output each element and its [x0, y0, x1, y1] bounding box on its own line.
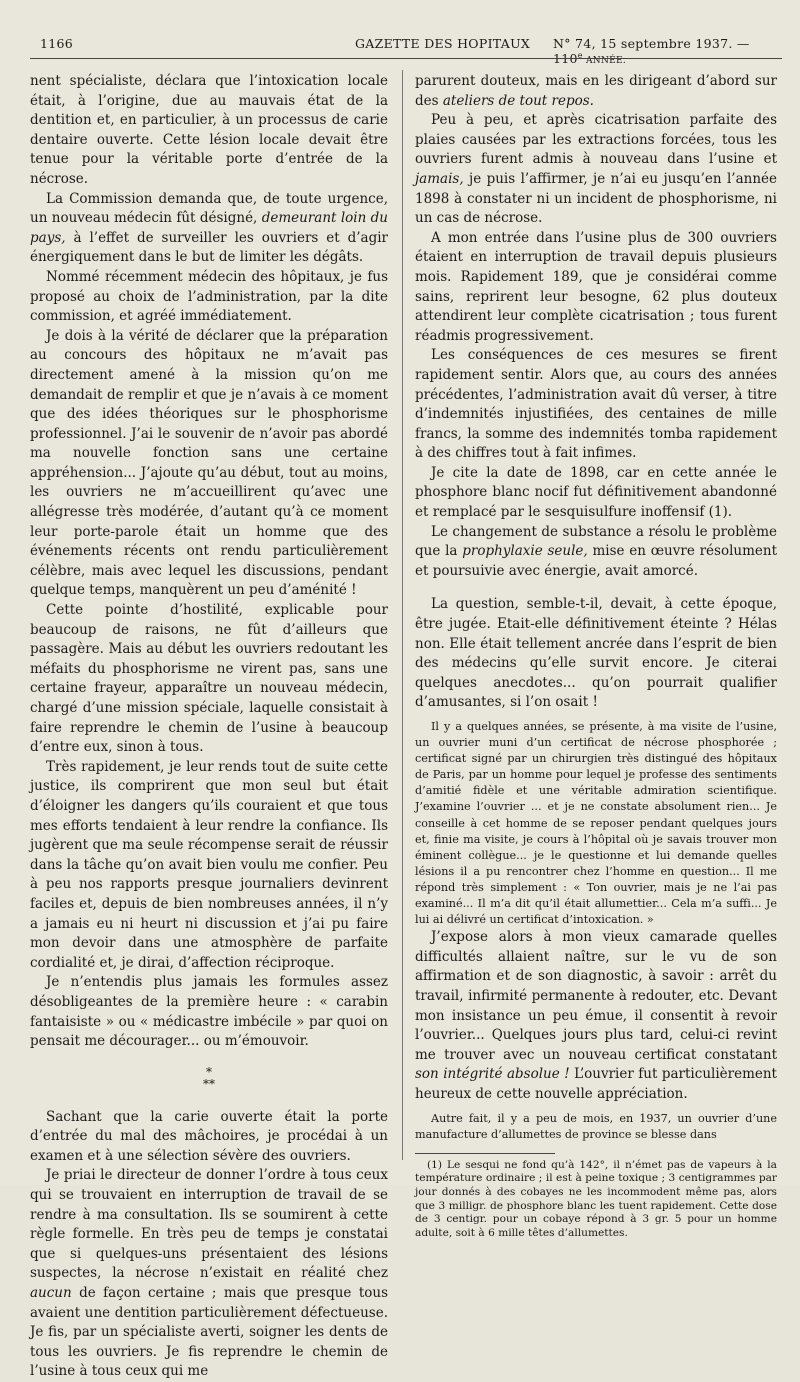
paragraph — [415, 464, 777, 523]
paragraph-text: Peu à peu, et après cicatrisation parfaite des plaies causées par les extractions forcées, tous les ouvriers furent admis à nouveau dans l’usine et — [415, 112, 777, 168]
paragraph — [30, 72, 388, 190]
paragraph — [415, 1111, 777, 1143]
paragraph-text: Je priai le directeur de donner l’ordre à tous ceux qui se trouvaient en interruption de travail de se rendre à ma consultation. Ils se soumirent à cette règle formelle. En très peu de temps je constatai que si quelques-uns présentaient des lésions suspectes, la nécrose n’existait en réalité chez — [30, 1167, 388, 1282]
paragraph-text: Sachant que la carie ouverte était la porte d’entrée du mal des mâchoires, je procédai à un examen et à une sélection sévère des ouvriers. — [30, 1108, 388, 1164]
paragraph-text: La question, semble-t-il, devait, à cette époque, être jugée. Etait-elle définitivement éteinte ? Hélas non. Elle était tellement ancrée dans l’esprit de bien des médecins qu’elle survit encore. Je citerai quelques anecdotes... qu’on pourrait qualifier d’amusantes, si l’on osait ! — [415, 596, 777, 711]
emphasis-text: aucun — [30, 1285, 72, 1302]
footnote-rule — [415, 1153, 555, 1154]
paragraph — [30, 190, 388, 268]
issue-year: ANNÉE. — [582, 56, 627, 67]
paragraph — [30, 268, 388, 327]
paragraph-text: parurent douteux, mais en les dirigeant d’abord sur des — [415, 73, 777, 109]
paragraph — [415, 928, 777, 1104]
paragraph-text-continued: mise en œuvre résolument et poursuivie avec énergie, avait amorcé. — [415, 543, 777, 579]
paragraph-text: Très rapidement, je leur rends tout de suite cette justice, ils comprirent que mon seul but était d’éloigner les dangers qu’ils couraient et que tous mes efforts tendaient à leur rendre la confiance. Ils jugèrent que ma seule récompense serait de réussir dans la tâche qu’on avait bien voulu me confier. Peu à peu nos rapports presque journaliers devinrent faciles et, depuis de bien nombreuses années, il n’y a jamais eu ni heurt ni discussion et j’ai pu faire mon devoir dans une atmosphère de parfaite cordialité et, je dirai, d’affection réciproque. — [30, 758, 388, 971]
paragraph-text: A mon entrée dans l’usine plus de 300 ouvriers étaient en interruption de travail depuis plusieurs mois. Rapidement 189, que je considérai comme sains, reprirent leur besogne, 62 plus douteux attendirent leur complète cicatrisation ; tous furent réadmis progressivement. — [415, 229, 777, 344]
paragraph-text-continued: je puis l’affirmer, je n’ai eu jusqu’en l’année 1898 à constater ni un incident de phosphorisme, ni un cas de nécrose. — [415, 170, 777, 227]
paragraph-text-continued: à l’effet de surveiller les ouvriers et d’agir énergiquement dans le but de limiter les dégâts. — [30, 229, 388, 266]
paragraph-text: Les conséquences de ces mesures se firent rapidement sentir. Alors que, au cours des années précédentes, l’administration avait dû verser, à titre d’indemnités injustifiées, des centaines de mille francs, la somme des indemnités tomba rapidement à des chiffres tout à fait infimes. — [415, 347, 777, 462]
paragraph-text: Je dois à la vérité de déclarer que la préparation au concours des hôpitaux ne m’avait pas directement amené à la mission qu’on me demandait de remplir et que je n’avais à ce moment que des idées théoriques sur le phosphorisme professionnel. J’ai le souvenir de n’avoir pas abordé ma nouvelle fonction sans une certaine appréhension... J’ajoute qu’au début, tout au moins, les ouvriers ne m’accueillirent qu’avec une allégresse très modérée, d’autant qu’à ce moment leur porte-parole était un homme que des événements récents ont rendu particulièrement célèbre, mais avec lequel les discussions, pendant quelque temps, manquèrent un peu d’aménité ! — [30, 327, 388, 599]
section-separator-stars: * ** — [203, 1064, 215, 1091]
paragraph-text: Autre fait, il y a peu de mois, en 1937, un ouvrier d’une manufacture d’allumettes de province se blesse dans — [415, 1111, 777, 1141]
paragraph-text: Cette pointe d’hostilité, explicable pour beaucoup de raisons, ne fût d’ailleurs que passagère. Mais au début les ouvriers redoutant les méfaits du phosphorisme ne virent pas, sans une certaine frayeur, apparaître un nouveau médecin, chargé d’une mission spéciale, laquelle consistait à faire reprendre le chemin de l’usine à beaucoup d’entre eux, sinon à tous. — [30, 602, 388, 756]
page-number: 1166 — [40, 36, 74, 51]
paragraph-text: Je cite la date de 1898, car en cette année le phosphore blanc nocif fut définitivement abandonné et remplacé par le sesquisulfure inoffensif (1). — [415, 464, 777, 521]
right-column — [415, 72, 777, 1239]
paragraph — [30, 601, 388, 758]
paragraph — [415, 72, 777, 111]
paragraph — [415, 719, 777, 928]
paragraph — [30, 1108, 388, 1167]
issue-info — [553, 36, 782, 66]
emphasis-text: demeurant loin du pays, — [30, 210, 388, 246]
paragraph — [415, 523, 777, 582]
paragraph — [415, 346, 777, 464]
paragraph-text-continued: L’ouvrier fut particulièrement heureux de cette nouvelle appréciation. — [415, 1066, 777, 1102]
paragraph-text-continued: de façon certaine ; mais que presque tous avaient une dentition particulièrement défectueuse. Je fis, par un spécialiste averti, soigner les dents de tous les ouvriers. Je fis reprendre le chemin de l’usine à tous ceux qui me — [30, 1285, 388, 1380]
left-column — [30, 72, 388, 1380]
paragraph-text: Nommé récemment médecin des hôpitaux, je fus proposé au choix de l’administration, par la dite commission, et agréé immédiatement. — [30, 268, 388, 325]
issue-text: N° 74, 15 septembre 1937. — 110 — [553, 36, 750, 67]
paragraph — [30, 327, 388, 601]
paragraph-text: Le changement de substance a résolu le problème que la — [415, 523, 777, 560]
paragraph-text: Je n’entendis plus jamais les formules assez désobligeantes de la première heure : « carabin fantaisiste » ou « médicastre imbécile » par quoi on pensait me décourager... ou m’émouvoir. — [30, 974, 388, 1050]
paragraph — [415, 229, 777, 347]
column-divider — [402, 70, 403, 1160]
emphasis-text: son intégrité absolue ! — [415, 1066, 570, 1083]
paragraph-text: J’expose alors à mon vieux camarade quelles difficultés allaient naître, sur le vu de son affirmation et de son diagnostic, à savoir : arrêt du travail, infirmité permanente à redouter, etc. Devant mon insistance un peu émue, il consentit à revoir l’ouvrier... Quelques jours plus tard, celui-ci revint me trouver avec un nouveau certificat constatant — [415, 929, 777, 1063]
header-rule — [30, 58, 782, 59]
emphasis-text: prophylaxie seule, — [462, 543, 588, 560]
emphasis-text: jamais, — [415, 170, 464, 187]
paragraph-text: nent spécialiste, déclara que l’intoxication locale était, à l’origine, due au mauvais état de la dentition et, en particulier, à un processus de carie dentaire ouverte. Cette lésion locale devait être tenue pour la véritable porte d’entrée de la nécrose. — [30, 73, 388, 187]
footnote: (1) Le sesqui ne fond qu’à 142°, il n’émet pas de vapeurs à la température ordinaire ; il est à peine toxique ; 3 centigrammes par jour donnés à des cobayes ne les incommodent même pas, alors que 3 milligr. de phosphore blanc les tuent rapidement. Cette dose de 3 centigr. pour un cobaye répond à 3 gr. 5 pour un homme adulte, soit à 6 mille têtes d’allumettes. — [415, 1158, 777, 1239]
paragraph — [30, 1166, 388, 1382]
paragraph — [30, 973, 388, 1051]
journal-title: GAZETTE DES HOPITAUX — [355, 36, 531, 51]
page-header — [30, 32, 782, 67]
paragraph — [30, 758, 388, 974]
paragraph — [415, 111, 777, 229]
paragraph — [415, 595, 777, 713]
paragraph-text: La Commission demanda que, de toute urgence, un nouveau médecin fût désigné, — [30, 190, 388, 227]
issue-sup: e — [577, 51, 583, 60]
paragraph-text: Il y a quelques années, se présente, à ma visite de l’usine, un ouvrier muni d’un certificat de nécrose phosphorée ; certificat signé par un chirurgien très distingué des hôpitaux de Paris, par un homme pour lequel je professe des sentiments d’amitié fidèle et une véritable admiration scientifique. J’examine l’ouvrier ... et je ne constate absolument rien... Je conseille à cet homme de se reposer pendant quelques jours et, finie ma visite, je cours à l’hôpital où je savais trouver mon éminent collègue... je le questionne et lui demande quelles lésions il a pu rencontrer chez l’homme en question... Il me répond très simplement : « Ton ouvrier, mais je ne l’ai pas examiné... Il m’a dit qu’il était allumettier... Cela m’a suffi... Je lui ai délivré un certificat d’intoxication. » — [415, 720, 777, 927]
emphasis-text: ateliers de tout repos. — [442, 92, 594, 109]
